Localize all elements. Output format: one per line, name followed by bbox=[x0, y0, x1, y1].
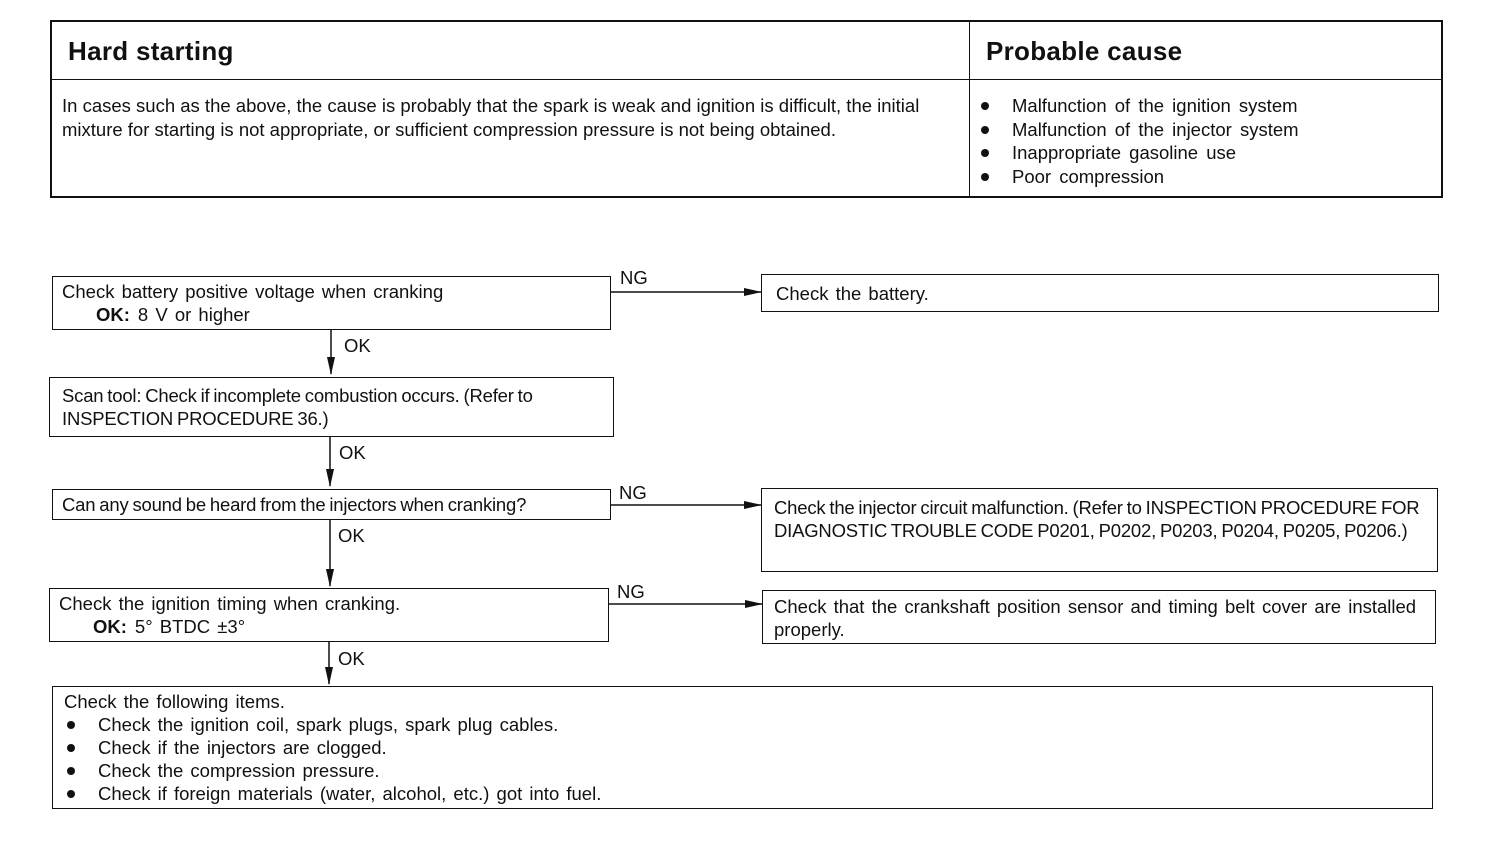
step-injector-sound bbox=[52, 489, 611, 520]
step-injector-sound-text: Can any sound be heard from the injectors when cranking? bbox=[62, 494, 527, 515]
result-check-battery-text: Check the battery. bbox=[776, 283, 929, 304]
final-check-item: Check if foreign materials (water, alcohol, etc.) got into fuel. bbox=[64, 782, 1423, 805]
final-check-title: Check the following items. bbox=[64, 691, 285, 712]
step-ignition-timing-ok bbox=[59, 615, 599, 638]
final-check-item: Check the compression pressure. bbox=[64, 759, 1423, 782]
ok-label: OK bbox=[344, 335, 371, 356]
ok-criteria-value: 5° BTDC ±3° bbox=[134, 616, 246, 637]
ok-criteria-value: 8 V or higher bbox=[137, 304, 250, 325]
final-check-item: Check the ignition coil, spark plugs, spark plug cables. bbox=[64, 713, 1423, 736]
step-battery-voltage-ok bbox=[62, 303, 601, 326]
cause-column bbox=[970, 22, 1441, 196]
ok-criteria-label: OK: bbox=[96, 304, 130, 325]
cause-header: Probable cause bbox=[986, 36, 1183, 66]
final-check-item: Check if the injectors are clogged. bbox=[64, 736, 1423, 759]
cause-header-row bbox=[970, 22, 1441, 80]
ok-label: OK bbox=[339, 442, 366, 463]
ok-label: OK bbox=[338, 648, 365, 669]
result-crankshaft-sensor-text: Check that the crankshaft position sensor and timing belt cover are installed properly. bbox=[774, 596, 1417, 640]
cause-item: Inappropriate gasoline use bbox=[978, 141, 1299, 165]
ng-label: NG bbox=[620, 267, 648, 288]
symptom-header-row bbox=[52, 22, 969, 80]
step-battery-voltage bbox=[52, 276, 611, 330]
ng-label: NG bbox=[617, 581, 645, 602]
step-battery-voltage-text: Check battery positive voltage when cranking bbox=[62, 281, 444, 302]
ok-criteria-label: OK: bbox=[93, 616, 127, 637]
cause-item: Malfunction of the ignition system bbox=[978, 94, 1299, 118]
cause-item: Malfunction of the injector system bbox=[978, 118, 1299, 142]
symptom-description: In cases such as the above, the cause is probably that the spark is weak and ignition is difficult, the initial mixture for starting is not appropriate, or sufficient compression pressure is not being obtained. bbox=[62, 95, 920, 140]
cause-list bbox=[978, 94, 1299, 188]
step-scan-tool-text: Scan tool: Check if incomplete combustion occurs. (Refer to INSPECTION PROCEDURE 36.) bbox=[62, 385, 533, 429]
symptom-table bbox=[50, 20, 1443, 198]
step-ignition-timing-text: Check the ignition timing when cranking. bbox=[59, 593, 401, 614]
symptom-header: Hard starting bbox=[68, 36, 234, 66]
step-ignition-timing bbox=[49, 588, 609, 642]
result-crankshaft-sensor bbox=[762, 590, 1436, 644]
result-check-battery bbox=[761, 274, 1439, 312]
result-injector-circuit-text: Check the injector circuit malfunction. (Refer to INSPECTION PROCEDURE FOR DIAGNOSTIC TROUBLE CODE P0201, P0202, P0203, P0204, P0205, P0206.) bbox=[774, 497, 1420, 541]
result-injector-circuit bbox=[761, 488, 1438, 572]
final-check-list bbox=[64, 713, 1423, 805]
final-check-items bbox=[52, 686, 1433, 809]
symptom-column bbox=[52, 22, 970, 196]
step-scan-tool bbox=[49, 377, 614, 437]
cause-item: Poor compression bbox=[978, 165, 1299, 189]
ok-label: OK bbox=[338, 525, 365, 546]
ng-label: NG bbox=[619, 482, 647, 503]
